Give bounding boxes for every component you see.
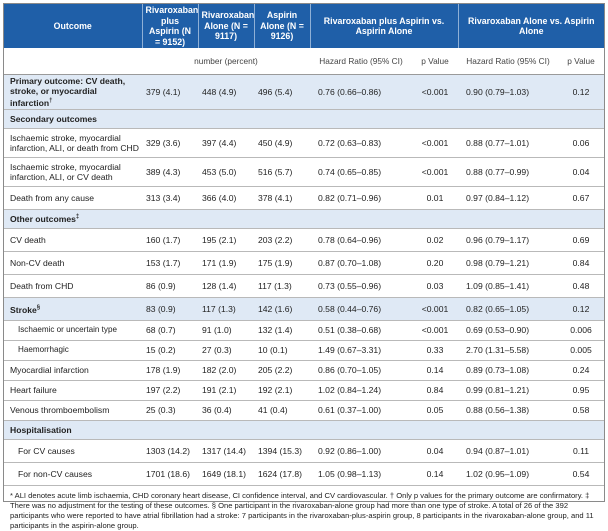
- count-riva-alone: 191 (2.1): [198, 380, 254, 400]
- outcome-label: Ischaemic stroke, myocardial infarction, ALI, or death from CHD: [10, 132, 139, 153]
- hazard-ratio-2: 0.88 (0.56–1.38): [458, 400, 558, 420]
- section-title: Other outcomes: [10, 213, 76, 224]
- footnote-mark: ‡: [75, 214, 80, 220]
- p-value-2: 0.67: [558, 186, 604, 209]
- p-value-2: 0.006: [558, 320, 604, 340]
- hazard-ratio-2: 0.99 (0.81–1.21): [458, 380, 558, 400]
- p-value-1: <0.001: [412, 297, 458, 320]
- p-value-1: 0.33: [412, 340, 458, 360]
- outcome-name: [4, 462, 142, 485]
- count-riva-aspirin: 329 (3.6): [142, 128, 198, 157]
- hazard-ratio-1: 0.87 (0.70–1.08): [310, 251, 412, 274]
- p-value-1: 0.02: [412, 228, 458, 251]
- header-aspirin-alone: Aspirin Alone (N = 9126): [254, 4, 310, 48]
- outcome-name: [4, 439, 142, 462]
- count-riva-alone: 366 (4.0): [198, 186, 254, 209]
- hazard-ratio-1: 1.02 (0.84–1.24): [310, 380, 412, 400]
- header-outcome: Outcome: [4, 4, 142, 48]
- p-value-1: 0.05: [412, 400, 458, 420]
- hazard-ratio-2: 0.69 (0.53–0.90): [458, 320, 558, 340]
- outcome-label: For CV causes: [18, 445, 75, 456]
- section-other-outcomes: [4, 209, 604, 228]
- table-footnote: * ALI denotes acute limb ischaemia, CHD coronary heart disease, CI confidence interval, and CV cardiovascular. † Only p values for the primary outcome are confirmatory. ‡ There was no adjustment for the testing of these outcomes. § One participant in the rivaroxaban-alone group had more than one type of stroke. A total of 26 of the 392 participants who were reported to have atrial fibrillation had a stroke: 7 participants in the rivaroxaban-plus-aspirin group, 8 participants in the rivaroxaban-alone group, and 11 participants in the aspirin-alone group.: [10, 490, 594, 530]
- count-riva-aspirin: 15 (0.2): [142, 340, 198, 360]
- p-value-1: <0.001: [412, 157, 458, 186]
- hazard-ratio-1: 0.86 (0.70–1.05): [310, 360, 412, 380]
- hazard-ratio-2: 2.70 (1.31–5.58): [458, 340, 558, 360]
- hazard-ratio-1: 0.74 (0.65–0.85): [310, 157, 412, 186]
- count-aspirin-alone: 192 (2.1): [254, 380, 310, 400]
- outcome-name: [4, 186, 142, 209]
- outcome-name: [4, 320, 142, 340]
- p-value-1: <0.001: [412, 75, 458, 110]
- hazard-ratio-1: 0.72 (0.63–0.83): [310, 128, 412, 157]
- table-row: [4, 360, 604, 380]
- p-value-2: 0.84: [558, 251, 604, 274]
- section-secondary-outcomes-label: [4, 109, 604, 128]
- count-riva-alone: 397 (4.4): [198, 128, 254, 157]
- header-comparison-2: Rivaroxaban Alone vs. Aspirin Alone: [458, 4, 604, 48]
- table-row: [4, 228, 604, 251]
- p-value-1: <0.001: [412, 320, 458, 340]
- table-row: [4, 128, 604, 157]
- p-value-2: 0.95: [558, 380, 604, 400]
- outcome-name: [4, 274, 142, 297]
- count-riva-aspirin: 389 (4.3): [142, 157, 198, 186]
- subheader-p-value-1: p Value: [412, 48, 458, 75]
- count-aspirin-alone: 142 (1.6): [254, 297, 310, 320]
- section-hospitalisation-label: [4, 420, 604, 439]
- outcome-label: For non-CV causes: [18, 468, 93, 479]
- section-hospitalisation: [4, 420, 604, 439]
- outcome-label: Venous thromboembolism: [10, 405, 110, 416]
- hazard-ratio-1: 0.78 (0.64–0.96): [310, 228, 412, 251]
- table-row: [4, 340, 604, 360]
- outcomes-table-panel: [3, 3, 605, 530]
- hazard-ratio-1: 0.92 (0.86–1.00): [310, 439, 412, 462]
- outcome-name: [4, 297, 142, 320]
- table-row: [4, 297, 604, 320]
- count-riva-aspirin: 153 (1.7): [142, 251, 198, 274]
- count-riva-alone: 117 (1.3): [198, 297, 254, 320]
- section-title: Secondary outcomes: [10, 113, 97, 124]
- count-aspirin-alone: 117 (1.3): [254, 274, 310, 297]
- count-aspirin-alone: 1394 (15.3): [254, 439, 310, 462]
- count-riva-aspirin: 178 (1.9): [142, 360, 198, 380]
- outcome-name: [4, 340, 142, 360]
- count-riva-alone: 128 (1.4): [198, 274, 254, 297]
- count-aspirin-alone: 1624 (17.8): [254, 462, 310, 485]
- p-value-2: 0.48: [558, 274, 604, 297]
- hazard-ratio-2: 0.90 (0.79–1.03): [458, 75, 558, 110]
- p-value-1: 0.14: [412, 360, 458, 380]
- p-value-2: 0.12: [558, 297, 604, 320]
- table-row: [4, 320, 604, 340]
- outcome-name: [4, 228, 142, 251]
- count-riva-alone: 1317 (14.4): [198, 439, 254, 462]
- count-riva-aspirin: 86 (0.9): [142, 274, 198, 297]
- hazard-ratio-2: 0.88 (0.77–1.01): [458, 128, 558, 157]
- table-row: [4, 274, 604, 297]
- hazard-ratio-2: 0.88 (0.77–0.99): [458, 157, 558, 186]
- p-value-2: 0.11: [558, 439, 604, 462]
- p-value-1: <0.001: [412, 128, 458, 157]
- hazard-ratio-2: 0.82 (0.65–1.05): [458, 297, 558, 320]
- count-riva-alone: 448 (4.9): [198, 75, 254, 110]
- p-value-2: 0.24: [558, 360, 604, 380]
- subheader-number-percent: number (percent): [142, 48, 310, 75]
- table-row: [4, 186, 604, 209]
- outcome-label: Ischaemic or uncertain type: [18, 325, 117, 335]
- count-aspirin-alone: 378 (4.1): [254, 186, 310, 209]
- p-value-2: 0.04: [558, 157, 604, 186]
- header-comparison-1: Rivaroxaban plus Aspirin vs. Aspirin Alone: [310, 4, 458, 48]
- p-value-2: 0.005: [558, 340, 604, 360]
- count-riva-alone: 171 (1.9): [198, 251, 254, 274]
- outcome-label: Death from any cause: [10, 192, 95, 203]
- p-value-2: 0.12: [558, 75, 604, 110]
- count-aspirin-alone: 10 (0.1): [254, 340, 310, 360]
- outcome-name: [4, 75, 142, 110]
- count-riva-alone: 1649 (18.1): [198, 462, 254, 485]
- section-title: Hospitalisation: [10, 424, 72, 435]
- count-riva-aspirin: 83 (0.9): [142, 297, 198, 320]
- count-aspirin-alone: 205 (2.2): [254, 360, 310, 380]
- count-riva-aspirin: 197 (2.2): [142, 380, 198, 400]
- table-row: [4, 157, 604, 186]
- outcome-name: [4, 380, 142, 400]
- outcome-label: Haemorrhagic: [18, 345, 69, 355]
- table-row: [4, 75, 604, 110]
- count-aspirin-alone: 132 (1.4): [254, 320, 310, 340]
- footnote-mark: §: [36, 304, 41, 311]
- subheader-row: [4, 48, 604, 75]
- subheader-p-value-2: p Value: [558, 48, 604, 75]
- count-aspirin-alone: 516 (5.7): [254, 157, 310, 186]
- hazard-ratio-2: 0.89 (0.73–1.08): [458, 360, 558, 380]
- subheader-hazard-ratio-1: Hazard Ratio (95% CI): [310, 48, 412, 75]
- outcome-label: Stroke: [10, 304, 37, 315]
- count-riva-aspirin: 25 (0.3): [142, 400, 198, 420]
- count-aspirin-alone: 203 (2.2): [254, 228, 310, 251]
- hazard-ratio-2: 1.09 (0.85–1.41): [458, 274, 558, 297]
- p-value-1: 0.84: [412, 380, 458, 400]
- count-riva-aspirin: 379 (4.1): [142, 75, 198, 110]
- count-riva-alone: 182 (2.0): [198, 360, 254, 380]
- table-row: [4, 462, 604, 485]
- outcome-name: [4, 251, 142, 274]
- section-secondary-outcomes: [4, 109, 604, 128]
- outcome-name: [4, 157, 142, 186]
- outcome-label: Heart failure: [10, 385, 57, 396]
- header-rivaroxaban-alone: Rivaroxaban Alone (N = 9117): [198, 4, 254, 48]
- p-value-1: 0.03: [412, 274, 458, 297]
- p-value-2: 0.58: [558, 400, 604, 420]
- count-riva-alone: 27 (0.3): [198, 340, 254, 360]
- p-value-1: 0.14: [412, 462, 458, 485]
- hazard-ratio-2: 1.02 (0.95–1.09): [458, 462, 558, 485]
- outcome-label: Primary outcome: CV death, stroke, or myocardial infarction: [10, 76, 126, 108]
- p-value-1: 0.20: [412, 251, 458, 274]
- hazard-ratio-1: 0.76 (0.66–0.86): [310, 75, 412, 110]
- p-value-2: 0.69: [558, 228, 604, 251]
- header-rivaroxaban-plus-aspirin: Rivaroxaban plus Aspirin (N = 9152): [142, 4, 198, 48]
- count-riva-aspirin: 68 (0.7): [142, 320, 198, 340]
- table-row: [4, 400, 604, 420]
- count-aspirin-alone: 41 (0.4): [254, 400, 310, 420]
- hazard-ratio-1: 1.05 (0.98–1.13): [310, 462, 412, 485]
- hazard-ratio-1: 0.82 (0.71–0.96): [310, 186, 412, 209]
- count-riva-alone: 36 (0.4): [198, 400, 254, 420]
- p-value-1: 0.04: [412, 439, 458, 462]
- table-row: [4, 380, 604, 400]
- count-riva-aspirin: 160 (1.7): [142, 228, 198, 251]
- hazard-ratio-1: 0.73 (0.55–0.96): [310, 274, 412, 297]
- table-row: [4, 251, 604, 274]
- outcome-label: Death from CHD: [10, 280, 74, 291]
- count-riva-alone: 453 (5.0): [198, 157, 254, 186]
- count-riva-aspirin: 313 (3.4): [142, 186, 198, 209]
- p-value-1: 0.01: [412, 186, 458, 209]
- hazard-ratio-1: 0.61 (0.37–1.00): [310, 400, 412, 420]
- subheader-hazard-ratio-2: Hazard Ratio (95% CI): [458, 48, 558, 75]
- hazard-ratio-1: 1.49 (0.67–3.31): [310, 340, 412, 360]
- count-riva-alone: 91 (1.0): [198, 320, 254, 340]
- table-header-row: [4, 4, 604, 48]
- outcome-name: [4, 128, 142, 157]
- hazard-ratio-2: 0.97 (0.84–1.12): [458, 186, 558, 209]
- hazard-ratio-2: 0.94 (0.87–1.01): [458, 439, 558, 462]
- count-aspirin-alone: 450 (4.9): [254, 128, 310, 157]
- hazard-ratio-1: 0.51 (0.38–0.68): [310, 320, 412, 340]
- p-value-2: 0.54: [558, 462, 604, 485]
- p-value-2: 0.06: [558, 128, 604, 157]
- count-riva-aspirin: 1701 (18.6): [142, 462, 198, 485]
- hazard-ratio-2: 0.96 (0.79–1.17): [458, 228, 558, 251]
- outcome-label: CV death: [10, 234, 46, 245]
- table-row: [4, 439, 604, 462]
- hazard-ratio-1: 0.58 (0.44–0.76): [310, 297, 412, 320]
- outcome-label: Ischaemic stroke, myocardial infarction, ALI, or CV death: [10, 161, 121, 182]
- count-riva-aspirin: 1303 (14.2): [142, 439, 198, 462]
- outcome-label: Non-CV death: [10, 257, 65, 268]
- outcomes-table: [4, 4, 604, 486]
- outcome-name: [4, 360, 142, 380]
- count-aspirin-alone: 496 (5.4): [254, 75, 310, 110]
- count-riva-alone: 195 (2.1): [198, 228, 254, 251]
- count-aspirin-alone: 175 (1.9): [254, 251, 310, 274]
- hazard-ratio-2: 0.98 (0.79–1.21): [458, 251, 558, 274]
- outcome-name: [4, 400, 142, 420]
- outcome-label: Myocardial infarction: [10, 365, 89, 376]
- footnote-mark: †: [49, 98, 53, 104]
- section-other-outcomes-label: [4, 209, 604, 228]
